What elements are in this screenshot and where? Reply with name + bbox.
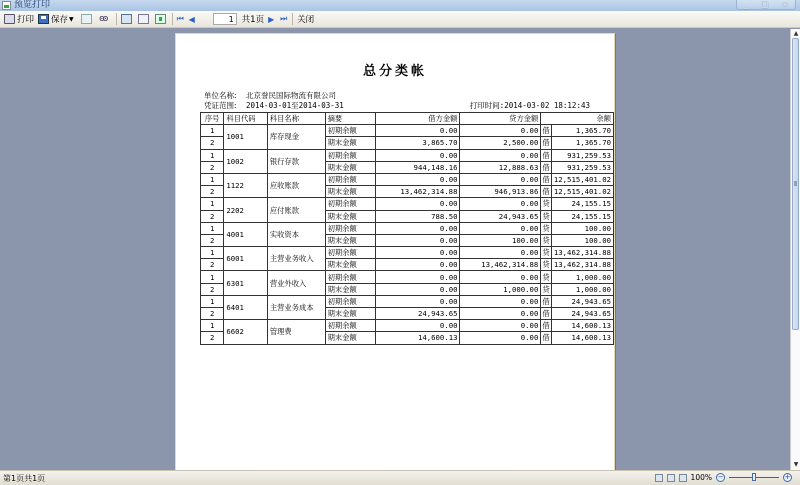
print-time: 打印时间:2014-03-02 18:12:43 [469, 101, 590, 110]
seq-cell: 2 [201, 259, 224, 271]
zoom-slider[interactable] [729, 477, 779, 478]
balance-cell: 24,943.65 [551, 308, 613, 320]
credit-cell: 0.00 [460, 247, 541, 259]
toolbar-separator [172, 13, 173, 25]
seq-cell: 2 [201, 137, 224, 149]
summary-cell: 期末金额 [325, 259, 376, 271]
minimize-button[interactable]: _ [743, 0, 748, 9]
debit-cell: 3,865.70 [376, 137, 460, 149]
account-name-cell: 营业外收入 [267, 271, 325, 295]
balance-cell: 1,000.00 [551, 283, 613, 295]
account-name-cell: 主营业务收入 [267, 247, 325, 271]
debit-cell: 24,943.65 [376, 308, 460, 320]
next-page-button[interactable] [266, 12, 278, 27]
printer-icon [4, 14, 15, 24]
credit-cell: 946,913.86 [460, 186, 541, 198]
summary-cell: 初期余额 [325, 149, 376, 161]
seq-cell: 2 [201, 186, 224, 198]
summary-cell: 初期余额 [325, 320, 376, 332]
credit-cell: 100.00 [460, 234, 541, 246]
account-name-cell: 银行存款 [267, 149, 325, 173]
balance-cell: 100.00 [551, 222, 613, 234]
account-name-cell: 库存现金 [267, 125, 325, 149]
account-name-cell: 应收账款 [267, 173, 325, 197]
table-row [201, 247, 614, 259]
save-label: 保存 [51, 15, 69, 25]
seq-cell: 1 [201, 222, 224, 234]
seq-cell: 1 [201, 173, 224, 185]
export-button[interactable] [153, 12, 170, 27]
balance-cell: 931,259.53 [551, 149, 613, 161]
app-icon [2, 1, 11, 10]
balance-cell: 1,365.70 [551, 137, 613, 149]
fit-page-icon[interactable] [655, 474, 663, 482]
ledger-table [200, 112, 614, 345]
debit-cell: 0.00 [376, 198, 460, 210]
zoom-slider-thumb[interactable] [752, 473, 756, 481]
credit-cell: 0.00 [460, 125, 541, 137]
last-page-icon: ⏭ [280, 14, 288, 23]
toolbar-separator [292, 13, 293, 25]
account-code-cell: 1122 [224, 173, 267, 197]
direction-cell: 借 [542, 126, 550, 136]
credit-cell: 2,500.00 [460, 137, 541, 149]
credit-cell: 0.00 [460, 271, 541, 283]
maximize-button[interactable]: □ [760, 0, 769, 9]
debit-cell: 0.00 [376, 320, 460, 332]
balance-cell: 1,000.00 [551, 271, 613, 283]
balance-cell: 12,515,401.02 [551, 173, 613, 185]
col-debit: 借方金额 [376, 113, 460, 125]
table-row [201, 173, 614, 185]
account-code-cell: 6602 [224, 320, 267, 344]
direction-cell: 借 [542, 187, 550, 197]
first-page-icon: ⏮ [176, 14, 184, 23]
summary-cell: 初期余额 [325, 173, 376, 185]
single-page-icon[interactable] [667, 474, 675, 482]
balance-cell: 24,155.15 [551, 198, 613, 210]
binoculars-icon: ꙭ [99, 14, 109, 24]
title-bar [0, 0, 800, 11]
window-title: 预览打印 [14, 0, 51, 10]
summary-cell: 初期余额 [325, 271, 376, 283]
debit-cell: 0.00 [376, 247, 460, 259]
balance-cell: 13,462,314.88 [551, 259, 613, 271]
debit-cell: 0.00 [376, 125, 460, 137]
summary-cell: 期末金额 [325, 332, 376, 344]
table-row [201, 222, 614, 234]
zoom-out-icon[interactable]: − [717, 473, 724, 481]
status-bar [0, 470, 800, 485]
voucher-range-label: 凭证范围: [204, 101, 237, 110]
find-button[interactable] [96, 12, 114, 27]
company-value: 北京誉民国际物流有限公司 [246, 91, 336, 100]
seq-cell: 1 [201, 198, 224, 210]
zoom-level: 100% [690, 473, 712, 482]
preview-viewport [0, 29, 790, 470]
credit-cell: 0.00 [460, 149, 541, 161]
table-row [201, 295, 614, 307]
direction-cell: 贷 [542, 223, 550, 233]
edit-page-button[interactable] [136, 12, 153, 27]
account-name-cell: 管理费 [267, 320, 325, 344]
seq-cell: 2 [201, 210, 224, 222]
col-summary: 摘要 [325, 113, 376, 125]
credit-cell: 24,943.65 [460, 210, 541, 222]
direction-cell: 贷 [542, 199, 550, 209]
summary-cell: 期末金额 [325, 210, 376, 222]
seq-cell: 2 [201, 332, 224, 344]
seq-cell: 1 [201, 320, 224, 332]
debit-cell: 0.00 [376, 222, 460, 234]
email-button[interactable] [79, 12, 96, 27]
direction-cell: 贷 [542, 211, 550, 221]
balance-cell: 24,155.15 [551, 210, 613, 222]
table-row [201, 125, 614, 137]
first-page-button[interactable] [175, 12, 187, 27]
debit-cell: 0.00 [376, 259, 460, 271]
direction-cell: 贷 [542, 284, 550, 294]
seq-cell: 1 [201, 149, 224, 161]
balance-cell: 1,365.70 [551, 125, 613, 137]
close-button[interactable]: 关闭 [297, 15, 315, 25]
next-page-icon: ▶ [268, 14, 275, 24]
toolbar-separator [116, 13, 117, 25]
close-window-button[interactable]: × [781, 0, 789, 9]
balance-cell: 24,943.65 [551, 295, 613, 307]
prev-page-button[interactable] [187, 12, 199, 27]
scroll-down-arrow-icon[interactable]: ▼ [793, 461, 799, 468]
summary-cell: 期末金额 [325, 234, 376, 246]
seq-cell: 1 [201, 125, 224, 137]
summary-cell: 初期余额 [325, 247, 376, 259]
summary-cell: 期末金额 [325, 186, 376, 198]
credit-cell: 0.00 [460, 222, 541, 234]
summary-cell: 期末金额 [325, 161, 376, 173]
voucher-range-value: 2014-03-01至2014-03-31 [246, 101, 344, 110]
account-code-cell: 6001 [224, 247, 267, 271]
credit-cell: 13,462,314.88 [460, 259, 541, 271]
table-header-row [201, 113, 614, 125]
debit-cell: 0.00 [376, 173, 460, 185]
debit-cell: 0.00 [376, 149, 460, 161]
direction-cell: 借 [542, 321, 550, 331]
balance-cell: 931,259.53 [551, 161, 613, 173]
seq-cell: 1 [201, 271, 224, 283]
multi-page-icon[interactable] [679, 474, 687, 482]
debit-cell: 0.00 [376, 271, 460, 283]
print-label: 打印 [17, 15, 35, 25]
vertical-scrollbar[interactable] [790, 29, 800, 470]
scrollbar-thumb[interactable] [792, 38, 799, 330]
balance-cell: 100.00 [551, 234, 613, 246]
credit-cell: 0.00 [460, 320, 541, 332]
credit-cell: 0.00 [460, 295, 541, 307]
account-name-cell: 应付账款 [267, 198, 325, 222]
company-label: 单位名称: [204, 91, 237, 100]
balance-cell: 12,515,401.02 [551, 186, 613, 198]
account-code-cell: 4001 [224, 222, 267, 246]
direction-cell: 借 [542, 150, 550, 160]
export-icon [155, 14, 166, 24]
summary-cell: 初期余额 [325, 198, 376, 210]
account-code-cell: 1002 [224, 149, 267, 173]
zoom-in-icon[interactable]: + [784, 473, 791, 481]
credit-cell: 0.00 [460, 173, 541, 185]
summary-cell: 期末金额 [325, 283, 376, 295]
direction-cell: 借 [542, 309, 550, 319]
direction-cell: 借 [542, 162, 550, 172]
summary-cell: 初期余额 [325, 125, 376, 137]
direction-cell: 贷 [542, 272, 550, 282]
table-row [201, 149, 614, 161]
direction-cell: 借 [542, 333, 550, 343]
seq-cell: 2 [201, 283, 224, 295]
balance-cell: 13,462,314.88 [551, 247, 613, 259]
toolbar [0, 11, 800, 28]
table-row [201, 271, 614, 283]
prev-page-icon: ◀ [188, 14, 195, 24]
floppy-disk-icon [38, 14, 49, 24]
envelope-icon [81, 14, 92, 24]
summary-cell: 期末金额 [325, 137, 376, 149]
col-credit: 贷方金额 [460, 113, 541, 125]
dropdown-arrow-icon[interactable]: ▼ [69, 15, 74, 23]
seq-cell: 2 [201, 308, 224, 320]
credit-cell: 0.00 [460, 332, 541, 344]
direction-cell: 借 [542, 296, 550, 306]
account-code-cell: 2202 [224, 198, 267, 222]
credit-cell: 0.00 [460, 198, 541, 210]
account-name-cell: 实收资本 [267, 222, 325, 246]
col-code: 科目代码 [224, 113, 267, 125]
debit-cell: 788.50 [376, 210, 460, 222]
seq-cell: 1 [201, 295, 224, 307]
direction-cell: 贷 [542, 248, 550, 258]
debit-cell: 0.00 [376, 234, 460, 246]
credit-cell: 12,888.63 [460, 161, 541, 173]
page-edit-icon [138, 14, 149, 24]
scroll-up-arrow-icon[interactable]: ▲ [793, 30, 799, 37]
credit-cell: 0.00 [460, 308, 541, 320]
debit-cell: 14,600.13 [376, 332, 460, 344]
balance-cell: 14,600.13 [551, 320, 613, 332]
direction-cell: 借 [542, 175, 550, 185]
account-code-cell: 6301 [224, 271, 267, 295]
col-name: 科目名称 [267, 113, 325, 125]
seq-cell: 1 [201, 247, 224, 259]
debit-cell: 0.00 [376, 283, 460, 295]
account-code-cell: 1001 [224, 125, 267, 149]
table-row [201, 320, 614, 332]
col-balance: 余额 [541, 113, 614, 125]
table-row [201, 198, 614, 210]
page-number-input[interactable]: 1 [213, 13, 237, 25]
summary-cell: 期末金额 [325, 308, 376, 320]
debit-cell: 944,148.16 [376, 161, 460, 173]
seq-cell: 2 [201, 161, 224, 173]
report-page [175, 33, 615, 470]
page-info: 第1页共1页 [3, 474, 46, 483]
page-total-label: 共1页 [241, 15, 265, 25]
direction-cell: 贷 [542, 260, 550, 270]
window-controls [736, 0, 796, 10]
zoom-controls [655, 473, 792, 482]
summary-cell: 初期余额 [325, 222, 376, 234]
summary-cell: 初期余额 [325, 295, 376, 307]
col-seq: 序号 [201, 113, 224, 125]
last-page-button[interactable] [278, 12, 290, 27]
seq-cell: 2 [201, 234, 224, 246]
debit-cell: 13,462,314.88 [376, 186, 460, 198]
direction-cell: 贷 [542, 235, 550, 245]
print-button[interactable] [2, 12, 36, 27]
balance-cell: 14,600.13 [551, 332, 613, 344]
direction-cell: 借 [542, 138, 550, 148]
report-title: 总分类帐 [362, 64, 427, 79]
credit-cell: 1,000.00 [460, 283, 541, 295]
account-code-cell: 6401 [224, 295, 267, 319]
debit-cell: 0.00 [376, 295, 460, 307]
save-button[interactable] [36, 12, 79, 27]
account-name-cell: 主营业务成本 [267, 295, 325, 319]
page-layout-icon [121, 14, 132, 24]
page-setup-button[interactable] [119, 12, 136, 27]
